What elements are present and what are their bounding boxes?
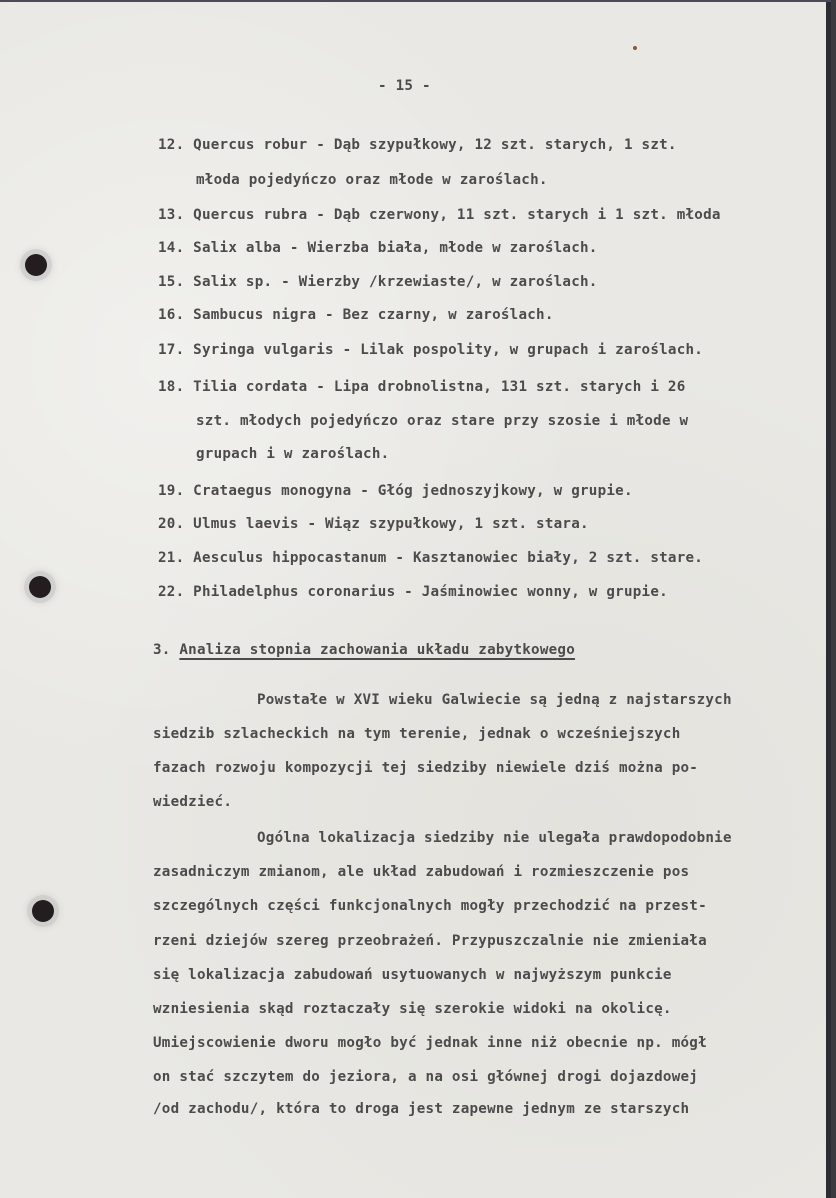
item-number: 20.: [158, 516, 185, 532]
list-item: [158, 137, 677, 153]
list-item: [158, 342, 703, 358]
page-edge-shadow: [826, 2, 831, 1198]
item-number: 13.: [158, 207, 185, 223]
paragraph-line: fazach rozwoju kompozycji tej siedziby niewiele dziś można po-: [153, 760, 699, 776]
list-item: [158, 550, 703, 566]
item-number: 19.: [158, 483, 185, 499]
list-item: [158, 584, 668, 600]
paragraph-line: /od zachodu/, która to droga jest zapewne jednym ze starszych: [153, 1101, 690, 1117]
item-text: Quercus rubra - Dąb czerwony, 11 szt. starych i 1 szt. młoda: [193, 207, 721, 223]
paragraph-line: rzeni dziejów szereg przeobrażeń. Przypuszczalnie nie zmieniała: [153, 933, 707, 949]
item-text: Salix sp. - Wierzby /krzewiaste/, w zaroślach.: [193, 274, 598, 290]
paragraph-line: zasadniczym zmianom, ale układ zabudowań i rozmieszczenie pos: [153, 864, 690, 880]
item-text: Ulmus laevis - Wiąz szypułkowy, 1 szt. stara.: [193, 516, 589, 532]
paper-speck: [633, 46, 637, 50]
item-number: 21.: [158, 550, 185, 566]
item-number: 16.: [158, 307, 185, 323]
list-item-continuation: młoda pojedyńczo oraz młode w zaroślach.: [196, 172, 548, 188]
punch-hole-icon: [32, 900, 54, 922]
paragraph-line: wzniesienia skąd roztaczały się szerokie widoki na okolicę.: [153, 1001, 672, 1017]
punch-hole-icon: [29, 576, 51, 598]
item-number: 17.: [158, 342, 185, 358]
list-item: [158, 240, 598, 256]
item-text: Sambucus nigra - Bez czarny, w zaroślach.: [193, 307, 554, 323]
item-number: 22.: [158, 584, 185, 600]
item-number: 18.: [158, 379, 185, 395]
item-text: Quercus robur - Dąb szypułkowy, 12 szt. starych, 1 szt.: [193, 137, 677, 153]
item-number: 15.: [158, 274, 185, 290]
paragraph-line: Powstałe w XVI wieku Galwiecie są jedną z najstarszych: [257, 692, 732, 708]
list-item-continuation: szt. młodych pojedyńczo oraz stare przy szosie i młode w: [196, 413, 689, 429]
list-item: [158, 274, 598, 290]
list-item-continuation: grupach i w zaroślach.: [196, 446, 390, 462]
list-item: [158, 307, 554, 323]
paragraph-line: siedzib szlacheckich na tym terenie, jednak o wcześniejszych: [153, 726, 681, 742]
list-item: [158, 516, 589, 532]
paragraph-line: szczególnych części funkcjonalnych mogły przechodzić na przest-: [153, 898, 707, 914]
item-text: Tilia cordata - Lipa drobnolistna, 131 szt. starych i 26: [193, 379, 686, 395]
punch-hole-icon: [25, 254, 47, 276]
section-heading: [153, 642, 575, 658]
item-number: 12.: [158, 137, 185, 153]
paragraph-line: Ogólna lokalizacja siedziby nie ulegała prawdopodobnie: [257, 830, 732, 846]
paragraph-line: się lokalizacja zabudowań usytuowanych w najwyższym punkcie: [153, 967, 672, 983]
item-text: Crataegus monogyna - Głóg jednoszyjkowy, w grupie.: [193, 483, 633, 499]
item-text: Aesculus hippocastanum - Kasztanowiec biały, 2 szt. stare.: [193, 550, 704, 566]
list-item: [158, 379, 686, 395]
paragraph-line: wiedzieć.: [153, 794, 233, 810]
item-number: 14.: [158, 240, 185, 256]
list-item: [158, 207, 721, 223]
section-number: 3.: [153, 642, 171, 658]
list-item: [158, 483, 633, 499]
item-text: Salix alba - Wierzba biała, młode w zaroślach.: [193, 240, 598, 256]
section-title: Analiza stopnia zachowania układu zabytkowego: [179, 642, 576, 658]
paragraph-line: Umiejscowienie dworu mogło być jednak inne niż obecnie np. mógł: [153, 1035, 707, 1051]
paragraph-line: on stać szczytem do jeziora, a na osi głównej drogi dojazdowej: [153, 1069, 699, 1085]
page-number: - 15 -: [378, 78, 431, 94]
item-text: Philadelphus coronarius - Jaśminowiec wonny, w grupie.: [193, 584, 668, 600]
item-text: Syringa vulgaris - Lilak pospolity, w grupach i zaroślach.: [193, 342, 704, 358]
